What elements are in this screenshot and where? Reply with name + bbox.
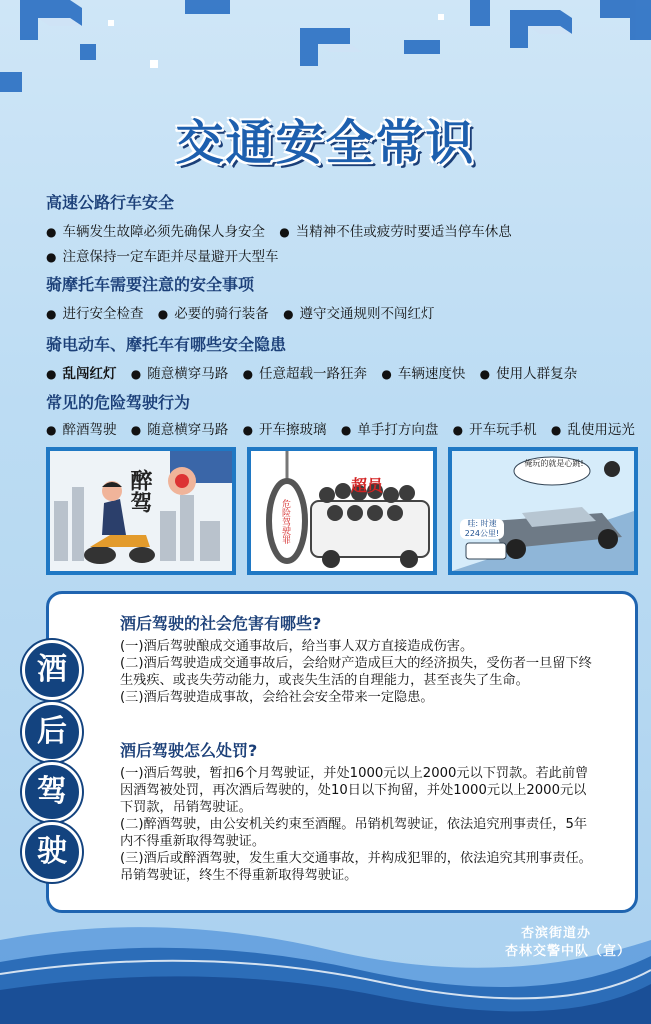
illustration-speeding bbox=[448, 447, 638, 575]
bullet-item: ● 车辆速度快 bbox=[381, 366, 465, 382]
question-heading-harms: 酒后驾驶的社会危害有哪些? bbox=[120, 614, 322, 633]
answer-line: (三)酒后驾驶造成事故，会给社会安全带来一定隐患。 bbox=[120, 690, 434, 705]
panel-caption-drunk: 醉驾 bbox=[127, 469, 152, 513]
illustration-overload bbox=[247, 447, 437, 575]
answer-line: (三)酒后或醉酒驾驶，发生重大交通事故，并构成犯罪的，依法追究其刑事责任。吊销驾驶证，终生不得重新取得驾驶证。 bbox=[120, 851, 592, 883]
answer-line: (二)酒后驾驶造成交通事故后，会给财产造成巨大的经济损失，受伤者一旦留下终生残疾、或丧失劳动能力，或丧失生活的自理能力，甚至丧失了生命。 bbox=[120, 656, 592, 688]
bullet-row bbox=[46, 245, 651, 265]
issuer-line-2: 杏林交警中队（宣） bbox=[504, 944, 631, 959]
illustration-drunk-driving bbox=[46, 447, 236, 575]
answer-line: (二)醉酒驾驶，由公安机关约束至酒醒。吊销机驾驶证，依法追究刑事责任，5年内不得重新取得驾驶证。 bbox=[120, 817, 588, 849]
bullet-item: ● 必要的骑行装备 bbox=[158, 306, 269, 322]
question-heading-penalty: 酒后驾驶怎么处罚? bbox=[120, 741, 258, 760]
page-title: 交通安全常识 bbox=[175, 115, 476, 171]
side-char-3: 驾 bbox=[22, 762, 82, 822]
bullet-item: ● 随意横穿马路 bbox=[131, 422, 228, 438]
bullet-row bbox=[46, 418, 651, 438]
answer-penalty bbox=[120, 765, 595, 884]
bullet-item: ● 随意横穿马路 bbox=[131, 366, 228, 382]
answer-line: (一)酒后驾驶酿成交通事故后，给当事人双方直接造成伤害。 bbox=[120, 639, 474, 654]
bullet-row bbox=[46, 220, 651, 240]
bullet-item: ● 单手打方向盘 bbox=[341, 422, 438, 438]
bullet-item: ● 任意超载一路狂奔 bbox=[243, 366, 367, 382]
side-char-1: 酒 bbox=[22, 640, 82, 700]
bullet-item: ● 当精神不佳或疲劳时要适当停车休息 bbox=[279, 224, 511, 240]
issuer-line-1: 杏滨街道办 bbox=[520, 926, 591, 941]
bullet-item: ● 遵守交通规则不闯红灯 bbox=[283, 306, 434, 322]
decorative-3d-blocks bbox=[0, 0, 651, 110]
panel-label-overload: 超员 bbox=[351, 476, 384, 495]
bullet-item: ● 使用人群复杂 bbox=[480, 366, 577, 382]
bullet-item: ● 开车玩手机 bbox=[453, 422, 537, 438]
section-heading-highway: 高速公路行车安全 bbox=[46, 193, 175, 212]
bullet-item: ● 醉酒驾驶 bbox=[46, 422, 116, 438]
bullet-row bbox=[46, 302, 651, 322]
answer-line: (一)酒后驾驶，暂扣6个月驾驶证，并处1000元以上2000元以下罚款。若此前曾因酒驾被处罚，再次酒后驾驶的，处10日以下拘留，并处1000元以上2000元以下罚款，吊销驾驶证。 bbox=[120, 766, 589, 815]
bullet-item: ● 进行安全检查 bbox=[46, 306, 143, 322]
bullet-item: ● 乱闯红灯 bbox=[46, 366, 116, 382]
speech-bubble-speed: 哇: 时速224公里! bbox=[460, 519, 504, 539]
answer-harms bbox=[120, 638, 595, 706]
panel-label-cuff: 危险驾驶罪 bbox=[280, 499, 290, 544]
bottom-wave-decoration bbox=[0, 900, 651, 1024]
bullet-item: ● 车辆发生故障必须先确保人身安全 bbox=[46, 224, 265, 240]
bullet-row bbox=[46, 362, 651, 382]
bullet-item: ● 乱使用远光 bbox=[551, 422, 635, 438]
side-char-4: 驶 bbox=[22, 822, 82, 882]
section-heading-motorcycle: 骑摩托车需要注意的安全事项 bbox=[46, 275, 255, 294]
section-heading-ebike: 骑电动车、摩托车有哪些安全隐患 bbox=[46, 335, 287, 354]
bullet-item: ● 开车擦玻璃 bbox=[243, 422, 327, 438]
bullet-item: ● 注意保持一定车距并尽量避开大型车 bbox=[46, 249, 278, 265]
speech-bubble-thrill: 俺玩的就是心跳! bbox=[524, 459, 584, 468]
side-char-2: 后 bbox=[22, 702, 82, 762]
speeding-car-illustration bbox=[452, 451, 634, 571]
section-heading-dangerous-driving: 常见的危险驾驶行为 bbox=[46, 393, 191, 412]
